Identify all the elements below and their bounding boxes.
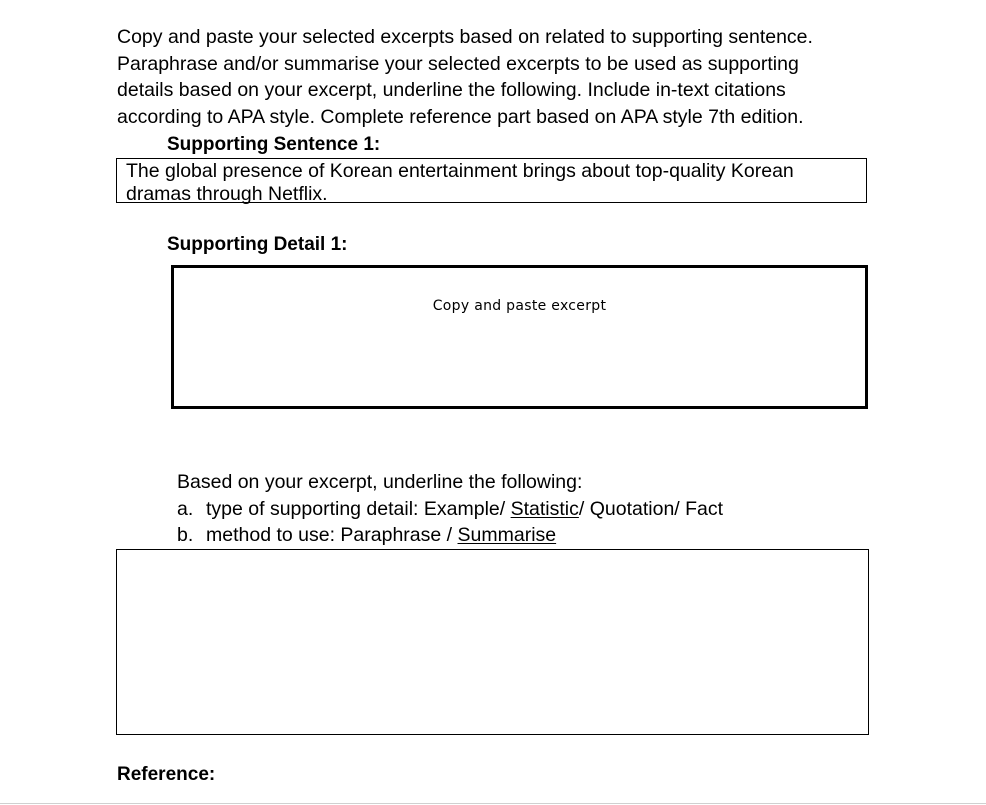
item-b-separator: / [441, 524, 458, 546]
excerpt-text-box[interactable] [171, 265, 868, 409]
supporting-detail-label: Supporting Detail 1: [167, 234, 348, 255]
option-paraphrase: Paraphrase [340, 524, 442, 546]
instruction-item-b [177, 522, 857, 549]
supporting-sentence-box[interactable] [116, 158, 867, 203]
paraphrase-answer-box[interactable] [116, 549, 869, 735]
item-b-prefix: method to use: [206, 524, 341, 546]
intro-line-3: details based on your excerpt, underline the following. Include in-text citations [117, 79, 786, 101]
page-bottom-divider [0, 803, 986, 804]
supporting-sentence-label: Supporting Sentence 1: [167, 134, 381, 155]
option-summarise-underlined: Summarise [457, 524, 557, 546]
item-a-marker: a. [177, 497, 194, 520]
option-fact: Fact [685, 497, 724, 520]
supporting-sentence-line-2: dramas through Netflix. [126, 183, 328, 205]
reference-label: Reference: [117, 764, 216, 785]
intro-paragraph [117, 24, 877, 130]
instruction-item-a [177, 496, 857, 523]
item-b-marker: b. [177, 524, 194, 546]
item-a-separator-3: / [674, 497, 686, 520]
item-a-separator-2: / [578, 497, 590, 520]
option-example: Example [423, 497, 500, 520]
intro-line-4: according to APA style. Complete reference part based on APA style 7th edition. [117, 105, 804, 128]
supporting-sentence-line-1: The global presence of Korean entertainment brings about top-quality Korean [126, 160, 794, 182]
item-a-separator-1: / [499, 497, 511, 520]
instructions-heading: Based on your excerpt, underline the following: [177, 471, 583, 493]
option-statistic-underlined: Statistic [510, 497, 579, 520]
underline-instructions [177, 469, 857, 549]
item-a-prefix: type of supporting detail: [206, 497, 424, 520]
intro-line-1: Copy and paste your selected excerpts based on related to supporting sentence. [117, 26, 813, 48]
option-quotation: Quotation [589, 497, 675, 520]
excerpt-placeholder-text: Copy and paste excerpt [432, 298, 607, 314]
intro-line-2: Paraphrase and/or summarise your selected excerpts to be used as supporting [117, 52, 799, 75]
